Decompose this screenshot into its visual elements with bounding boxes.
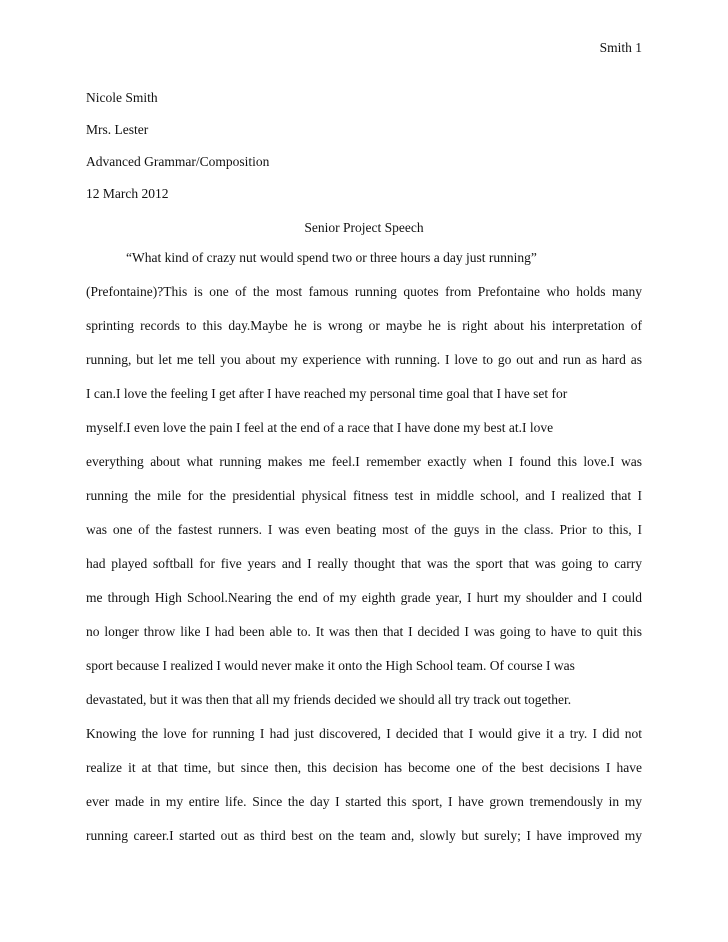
body-line-17: ever made in my entire life. Since the day I started this sport, I have grown tremendously in my: [86, 794, 642, 809]
document-date: 12 March 2012: [86, 186, 169, 201]
body-line-4: running, but let me tell you about my experience with running. I love to go out and run as hard as: [86, 352, 642, 367]
body-line-1: “What kind of crazy nut would spend two or three hours a day just running”: [126, 250, 537, 265]
body-line-10: had played softball for five years and I really thought that was the sport that was going to carry: [86, 556, 642, 571]
body-line-12: no longer throw like I had been able to. It was then that I decided I was going to have to quit this: [86, 624, 642, 639]
body-line-16: realize it at that time, but since then, this decision has become one of the best decisions I have: [86, 760, 642, 775]
body-line-2: (Prefontaine)?This is one of the most famous running quotes from Prefontaine who holds many: [86, 284, 642, 299]
body-line-13: sport because I realized I would never make it onto the High School team. Of course I was: [86, 658, 575, 673]
author-name: Nicole Smith: [86, 90, 158, 105]
body-line-3: sprinting records to this day.Maybe he is wrong or maybe he is right about his interpretation of: [86, 318, 642, 333]
body-line-11: me through High School.Nearing the end of my eighth grade year, I hurt my shoulder and I could: [86, 590, 642, 605]
body-line-6: myself.I even love the pain I feel at the end of a race that I have done my best at.I love: [86, 420, 554, 435]
document-title: Senior Project Speech: [304, 220, 424, 235]
body-line-5: I can.I love the feeling I get after I have reached my personal time goal that I have set for: [86, 386, 568, 401]
body-line-7: everything about what running makes me feel.I remember exactly when I found this love.I was: [86, 454, 642, 469]
body-line-9: was one of the fastest runners. I was even beating most of the guys in the class. Prior to this, I: [86, 522, 642, 537]
body-line-15: Knowing the love for running I had just discovered, I decided that I would give it a try. I did not: [86, 726, 642, 741]
body-line-14: devastated, but it was then that all my friends decided we should all try track out together.: [86, 692, 572, 707]
running-head: Smith 1: [599, 40, 642, 55]
instructor-name: Mrs. Lester: [86, 122, 149, 137]
body-line-18: running career.I started out as third best on the team and, slowly but surely; I have improved my: [86, 828, 642, 843]
body-line-8: running the mile for the presidential physical fitness test in middle school, and I realized that I: [86, 488, 642, 503]
course-name: Advanced Grammar/Composition: [86, 154, 270, 169]
